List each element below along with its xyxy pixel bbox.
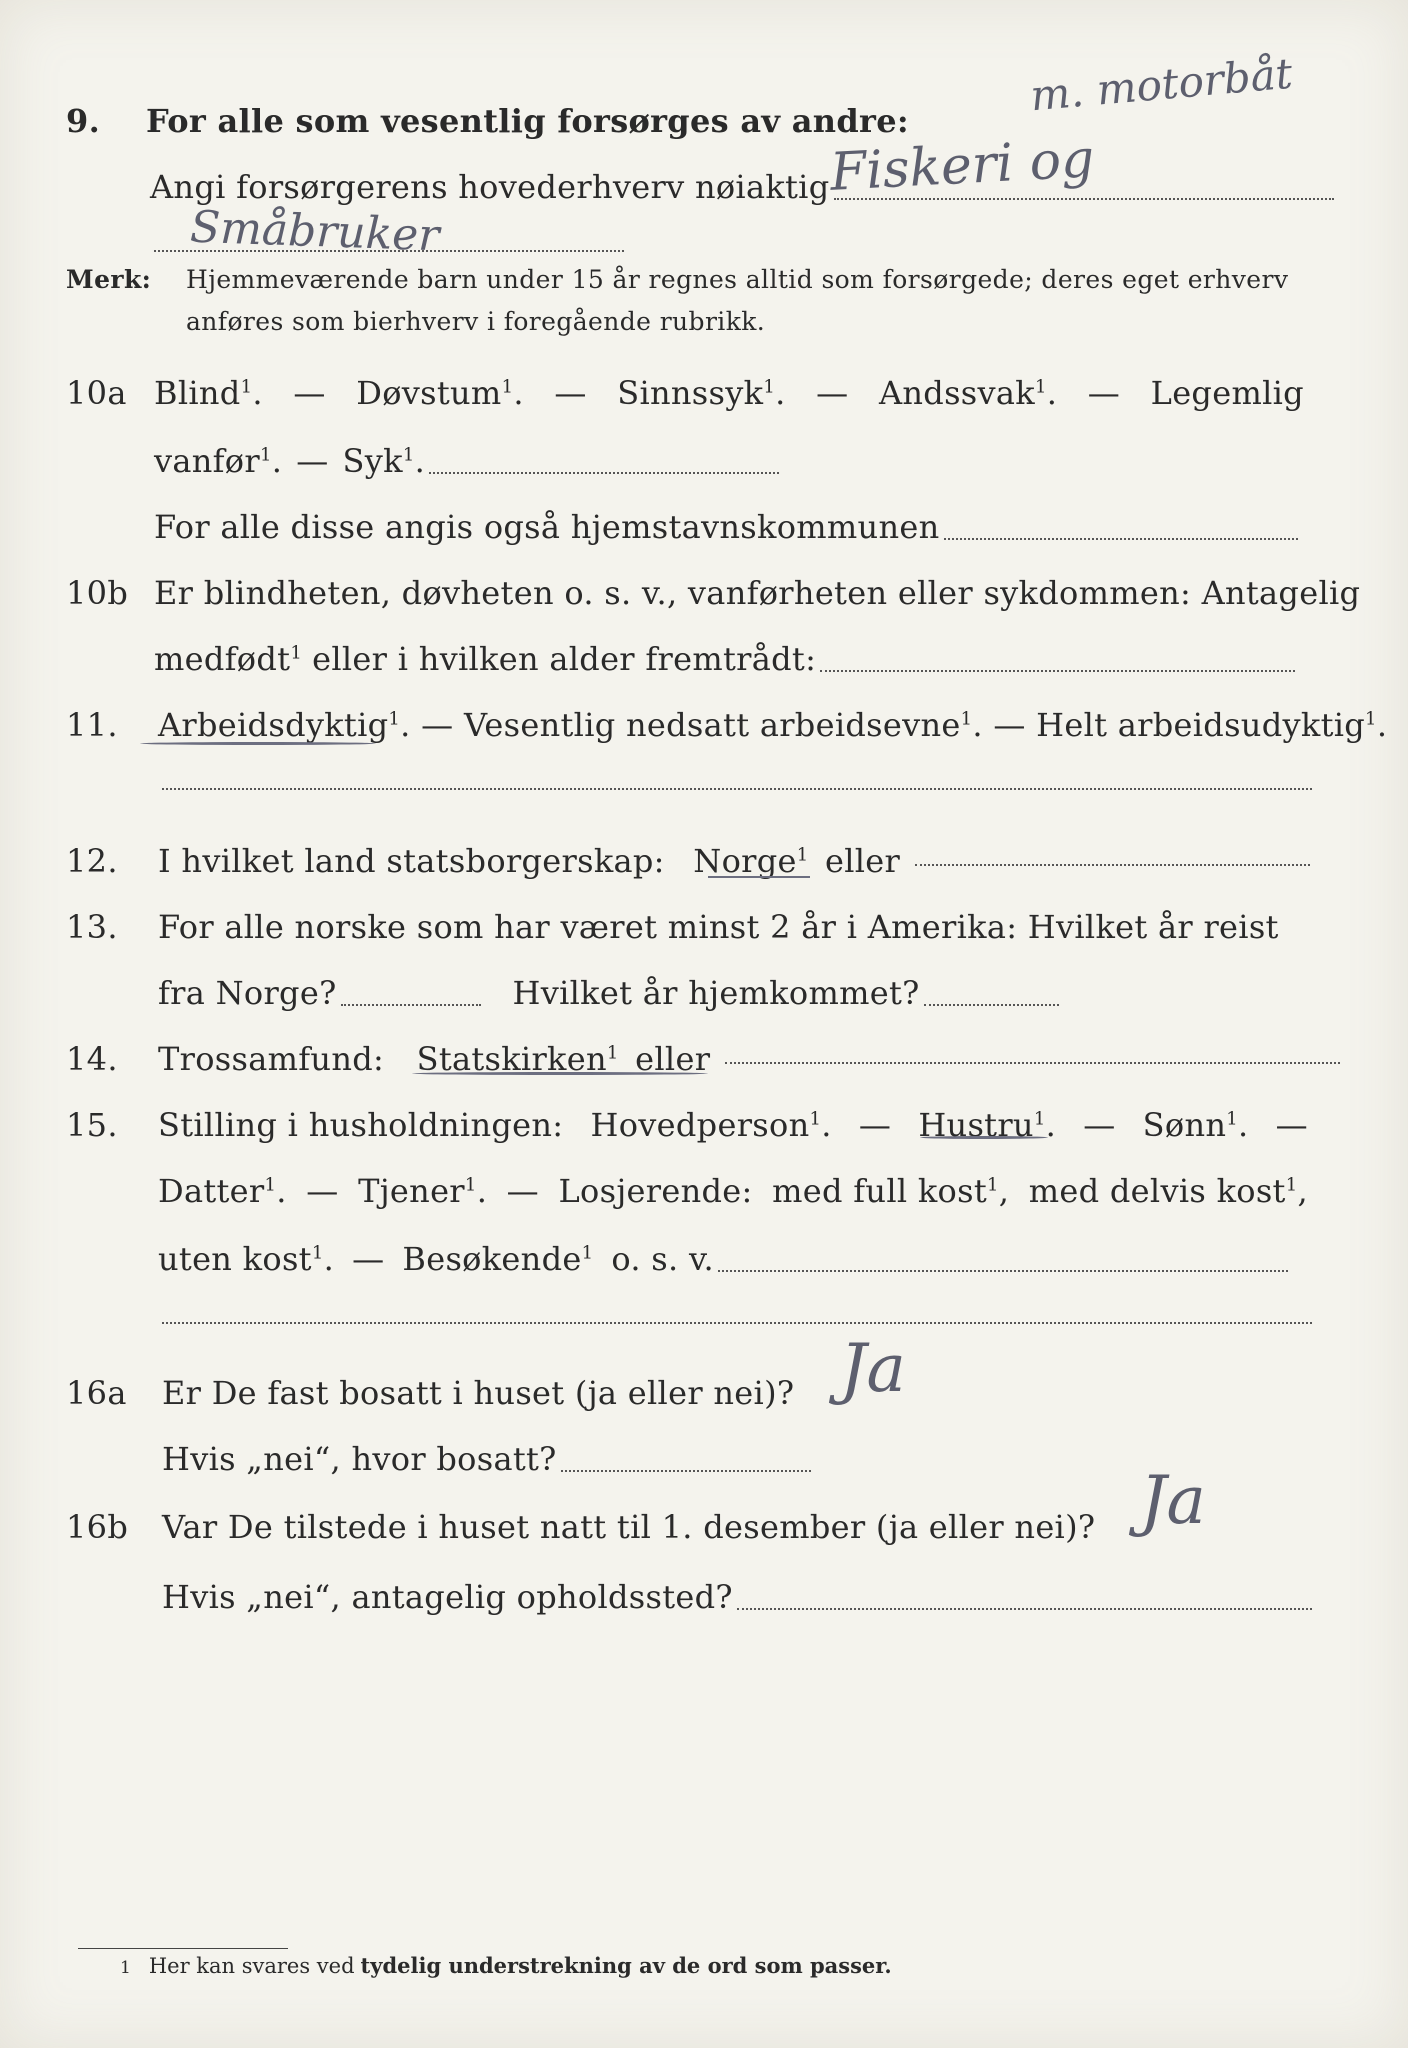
underline-norge [708, 876, 810, 878]
footnote-text-a: Her kan svares ved [148, 1954, 355, 1978]
option-blind[interactable]: Blind$^1$. [154, 374, 263, 412]
q13-hjemkommet-line[interactable] [924, 1002, 1059, 1006]
dash: — [993, 706, 1026, 744]
option-dovstum[interactable]: Døvstum$^1$. [356, 374, 524, 412]
q15-losjerende: Losjerende: [558, 1172, 753, 1210]
q15-number: 15. [66, 1106, 118, 1144]
dash: — [421, 706, 454, 744]
q10a-line2 [154, 420, 779, 480]
q10a-number: 10a [66, 374, 127, 412]
q16b-answer-handwritten: Ja [1140, 1462, 1206, 1539]
q9-number: 9. [66, 102, 101, 140]
dash: — [296, 442, 329, 480]
q10b-line1-text: Er blindheten, døvheten o. s. v., vanførheten eller sykdommen: Antagelig [154, 574, 1361, 612]
option-arbeidsdyktig[interactable]: Arbeidsdyktig$^1$. [158, 706, 411, 744]
q16a-line2-text: Hvis „nei“, hvor bosatt? [162, 1440, 557, 1478]
dash: — [1275, 1106, 1308, 1144]
option-datter[interactable]: Datter$^1$. [158, 1172, 287, 1210]
q13-reist-label: fra Norge? [158, 974, 337, 1012]
q10a-options [154, 374, 1304, 412]
q10b-answer-line[interactable] [820, 668, 1295, 672]
q15-label: Stilling i husholdningen: [158, 1106, 564, 1144]
q10a-syk-line[interactable] [429, 470, 779, 474]
merk-text-2: anføres som bierhverv i foregående rubrikk. [186, 307, 766, 336]
option-besokende[interactable]: Besøkende$^1$ [402, 1240, 594, 1278]
option-vanfor[interactable]: vanfør$^1$. [154, 442, 283, 480]
option-syk[interactable]: Syk$^1$. [342, 442, 426, 480]
dash: — [1087, 374, 1121, 412]
q13-line1-text: For alle norske som har været minst 2 år i Amerika: Hvilket år reist [158, 908, 1279, 946]
option-hovedperson[interactable]: Hovedperson$^1$. [590, 1106, 832, 1144]
underline-hustru [920, 1136, 1048, 1139]
q12-text: I hvilket land statsborgerskap: [158, 842, 665, 880]
q11-options [158, 706, 1387, 744]
dash: — [554, 374, 587, 412]
q9-answer-handwritten-2: Småbruker [189, 201, 441, 262]
dash: — [816, 374, 849, 412]
q15-line1-content [158, 1106, 1308, 1144]
q10b-number: 10b [66, 574, 129, 612]
merk-label: Merk: [66, 265, 152, 294]
option-sinnssyk[interactable]: Sinnssyk$^1$. [617, 374, 786, 412]
option-statskirken[interactable]: Statskirken$^1$ [416, 1040, 619, 1078]
q11-extra-line[interactable] [162, 786, 1312, 790]
q12-answer-line[interactable] [915, 862, 1310, 866]
option-full-kost[interactable]: med full kost$^1$, [772, 1172, 1010, 1210]
q13-line2 [158, 952, 1059, 1012]
q16a-answer-line[interactable] [561, 1468, 811, 1472]
q15-osv: o. s. v. [611, 1240, 715, 1278]
option-uten-kost[interactable]: uten kost$^1$. [158, 1240, 335, 1278]
q16b-line1-text: Var De tilstede i huset natt til 1. desember (ja eller nei)? [162, 1508, 1096, 1546]
q9-line2 [150, 146, 1334, 206]
underline-statskirken [412, 1072, 708, 1075]
footnote-mark: 1 [120, 1958, 131, 1978]
q12-number: 12. [66, 842, 118, 880]
q16a-number: 16a [66, 1374, 127, 1412]
dash: — [306, 1172, 339, 1210]
q16a-line1-text: Er De fast bosatt i huset (ja eller nei)? [162, 1374, 795, 1412]
option-norge[interactable]: Norge$^1$ [693, 842, 809, 880]
q16b-line2-text: Hvis „nei“, antagelig opholdssted? [162, 1578, 733, 1616]
option-medfodt[interactable]: medfødt$^1$ [154, 640, 303, 678]
q10a-line3-text: For alle disse angis også hjemstavnskommunen [154, 508, 940, 546]
dash: — [858, 1106, 892, 1144]
q13-reist-line[interactable] [341, 1002, 481, 1006]
option-legemlig[interactable]: Legemlig [1150, 374, 1304, 412]
q14-content [158, 1040, 1340, 1078]
underline-arbeidsdyktig [140, 742, 376, 745]
q15-line2-content [158, 1172, 1308, 1210]
q15-line3 [158, 1218, 1288, 1278]
dash: — [352, 1240, 385, 1278]
q16b-answer-line[interactable] [737, 1606, 1312, 1610]
q10a-line3 [154, 486, 1298, 546]
option-arbeidsudyktig[interactable]: Helt arbeidsudyktig$^1$. [1036, 706, 1388, 744]
q16a-answer-handwritten: Ja [840, 1330, 906, 1407]
q15-answer-line[interactable] [718, 1268, 1288, 1272]
q15-extra-line[interactable] [162, 1320, 1312, 1324]
q13-number: 13. [66, 908, 118, 946]
footnote-text-b: tydelig understrekning av de ord som passer. [360, 1953, 892, 1978]
merk-text-1: Hjemmeværende barn under 15 år regnes alltid som forsørgede; deres eget erhverv [186, 265, 1289, 294]
option-sonn[interactable]: Sønn$^1$. [1142, 1106, 1249, 1144]
hjemstavnskommune-line[interactable] [944, 536, 1298, 540]
q11-number: 11. [66, 706, 118, 744]
q9-line2-text: Angi forsørgerens hovederhverv nøiaktig [150, 168, 830, 206]
footnote [120, 1938, 892, 1978]
q16b-number: 16b [66, 1508, 129, 1546]
q12-eller: eller [825, 842, 901, 880]
option-tjener[interactable]: Tjener$^1$. [358, 1172, 488, 1210]
dash: — [506, 1172, 539, 1210]
q14-text: Trossamfund: [158, 1040, 385, 1078]
q10b-line2-text: eller i hvilken alder fremtrådt: [312, 640, 817, 678]
dash: — [1083, 1106, 1116, 1144]
option-delvis-kost[interactable]: med delvis kost$^1$, [1028, 1172, 1308, 1210]
option-nedsatt-arbeidsevne[interactable]: Vesentlig nedsatt arbeidsevne$^1$. [463, 706, 983, 744]
q13-hjemkommet-label: Hvilket år hjemkommet? [512, 974, 920, 1012]
q14-answer-line[interactable] [725, 1060, 1340, 1064]
q9-answer-handwritten-1: Fiskeri og [828, 129, 1096, 203]
q14-eller: eller [635, 1040, 711, 1078]
q16a-line2 [162, 1418, 811, 1478]
option-andssvak[interactable]: Andssvak$^1$. [878, 374, 1058, 412]
option-hustru[interactable]: Hustru$^1$. [918, 1106, 1057, 1144]
q16b-line2 [162, 1556, 1312, 1616]
q10b-line2 [154, 618, 1295, 678]
q12-content [158, 842, 1310, 880]
q9-text: For alle som vesentlig forsørges av andre: [146, 102, 909, 140]
q9-margin-note: m. motorbåt [1028, 48, 1295, 121]
dash: — [293, 374, 326, 412]
q14-number: 14. [66, 1040, 118, 1078]
